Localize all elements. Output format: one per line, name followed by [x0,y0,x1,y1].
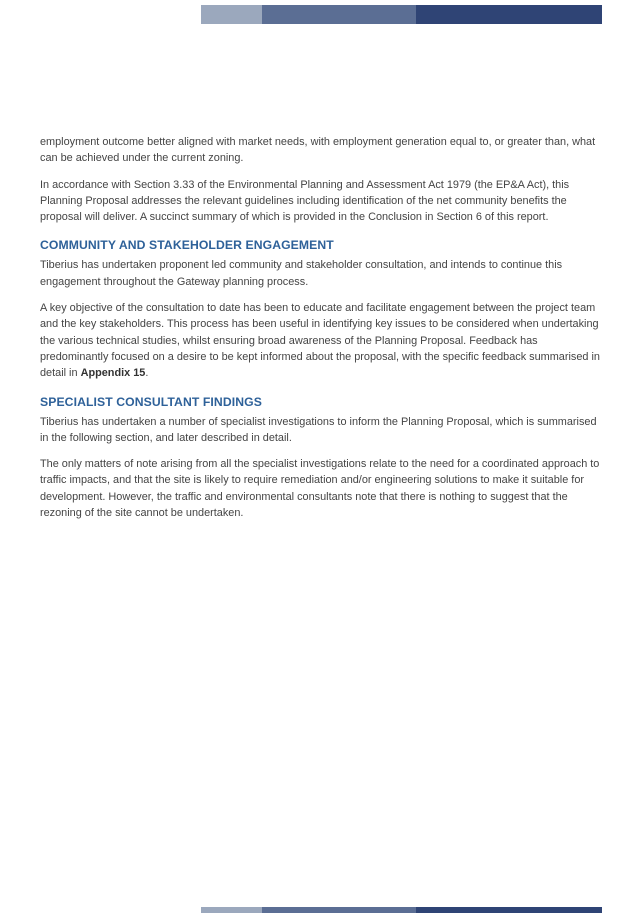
community-paragraph-2-text: A key objective of the consultation to date has been to educate and facilitate engagement between the project team and the key stakeholders. This process has been useful in identifying key issues to be considered when undertaking the various technical studies, whilst ensuring broad awareness of the Planning Proposal. Feedback has predominantly focused on a desire to be kept informed about the proposal, with the specific feedback summarised in detail in [40,302,600,380]
community-paragraph-2 [40,300,601,381]
footer-bar-light-segment [201,907,262,913]
page-body [40,134,601,531]
specialist-paragraph-1: Tiberius has undertaken a number of specialist investigations to inform the Planning Proposal, which is summarised in the following section, and later described in detail. [40,415,597,444]
appendix-reference: Appendix 15 [80,367,146,380]
community-paragraph-2-end: . [145,367,149,380]
community-heading: COMMUNITY AND STAKEHOLDER ENGAGEMENT [40,238,334,253]
header-bar-dark-segment [416,5,602,24]
community-paragraph-1: Tiberius has undertaken proponent led community and stakeholder consultation, and intends to continue this engagement throughout the Gateway planning process. [40,259,563,288]
intro-paragraph-1: employment outcome better aligned with market needs, with employment generation equal to, or greater than, what can be achieved under the current zoning. [40,136,596,165]
specialist-paragraph-2: The only matters of note arising from all the specialist investigations relate to the need for a coordinated approach to traffic impacts, and that the site is likely to require remediation and/or engineering solutions to make it suitable for development. However, the traffic and environmental consultants note that there is nothing to suggest that the rezoning of the site cannot be undertaken. [40,458,600,520]
specialist-heading: SPECIALIST CONSULTANT FINDINGS [40,394,262,409]
header-bar-light-segment [201,5,262,24]
header-bar-mid-segment [262,5,416,24]
footer-decorative-bar [201,907,602,913]
footer-bar-dark-segment [416,907,602,913]
header-decorative-bar [201,5,602,24]
footer-bar-mid-segment [262,907,416,913]
intro-paragraph-2: In accordance with Section 3.33 of the Environmental Planning and Assessment Act 1979 (the EP&A Act), this Planning Proposal addresses the relevant guidelines including identification of the net community benefits the proposal will deliver. A succinct summary of which is provided in the Conclusion in Section 6 of this report. [40,178,570,224]
